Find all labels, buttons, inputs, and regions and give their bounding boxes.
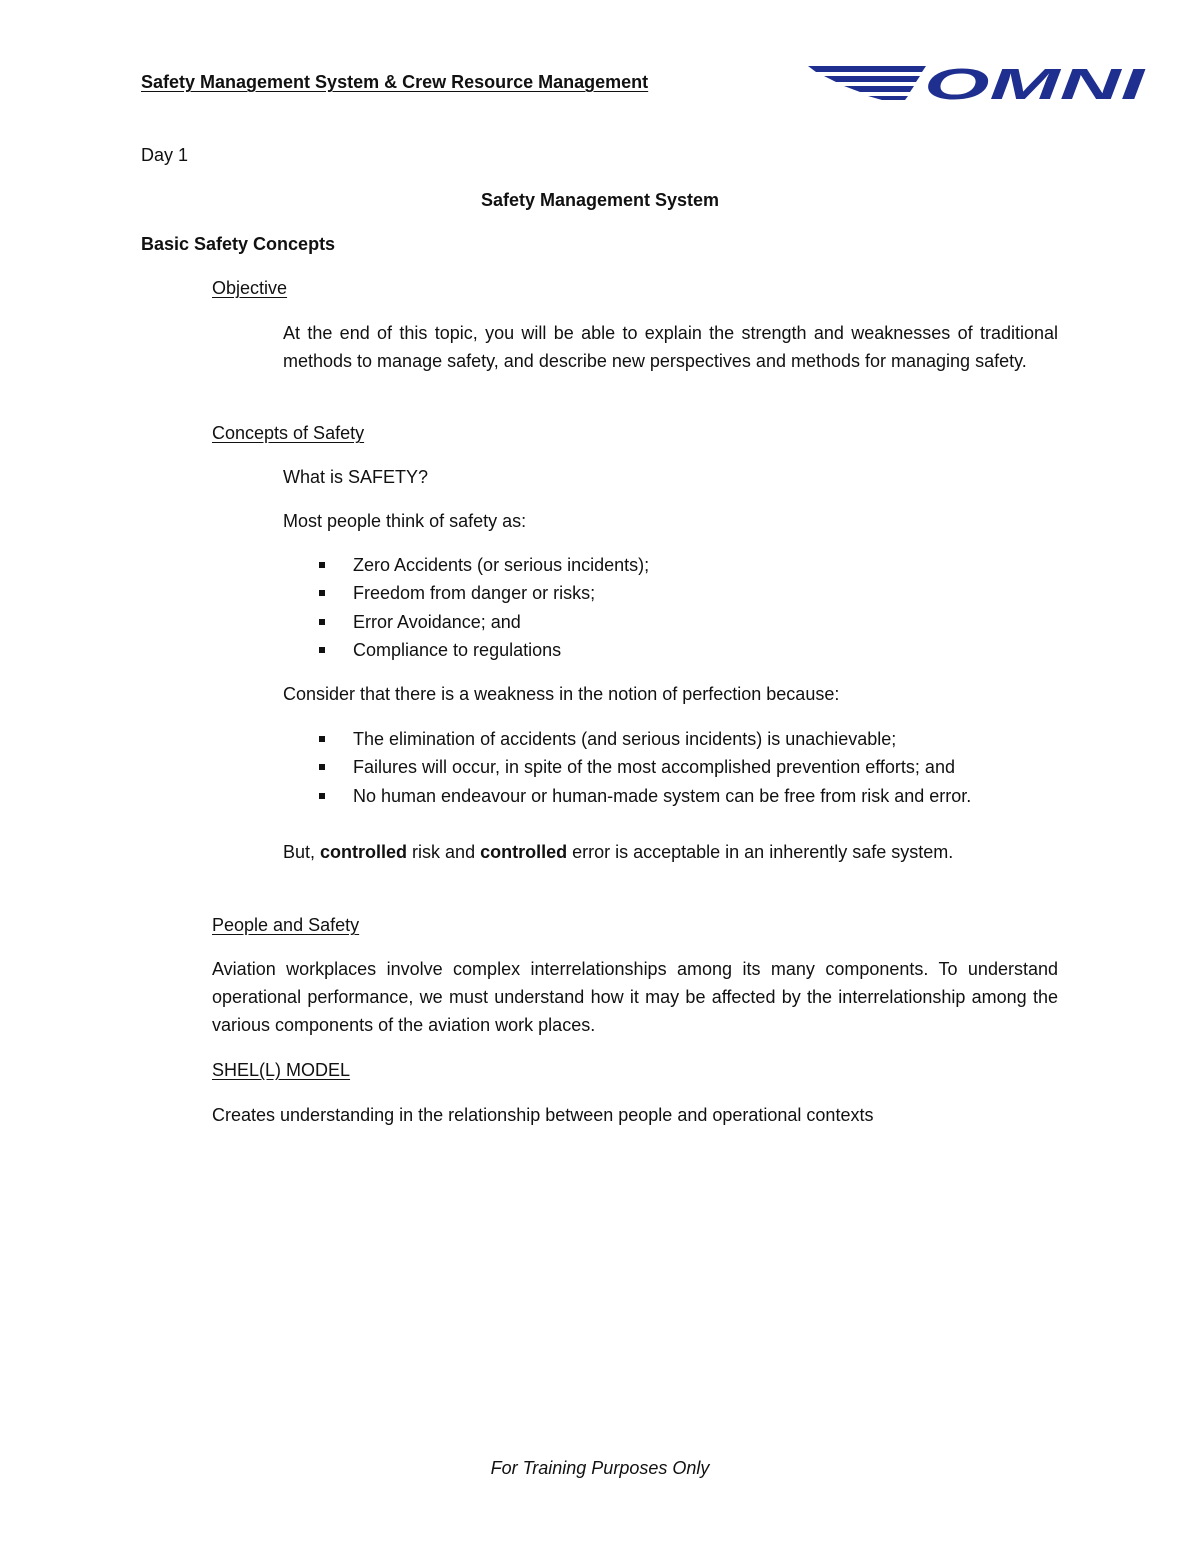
safety-question: What is SAFETY? — [283, 467, 429, 487]
weakness-intro: Consider that there is a weakness in the notion of perfection because: — [283, 684, 840, 704]
day-label: Day 1 — [141, 145, 189, 165]
topic-title: Basic Safety Concepts — [141, 234, 336, 254]
list-item: Compliance to regulations — [283, 636, 1083, 664]
conclusion-emphasis: controlled — [320, 842, 408, 862]
shell-heading: SHEL(L) MODEL — [212, 1060, 351, 1080]
weakness-list — [283, 725, 1103, 810]
conclusion-part: But, — [283, 842, 321, 862]
conclusion-emphasis: controlled — [480, 842, 568, 862]
list-item: Error Avoidance; and — [283, 608, 1083, 636]
conclusion-part: error is acceptable in an inherently safe system. — [567, 842, 954, 862]
shell-body: Creates understanding in the relationship between people and operational contexts — [212, 1105, 874, 1125]
list-item: Failures will occur, in spite of the most accomplished prevention efforts; and — [283, 753, 1103, 781]
list-item: Freedom from danger or risks; — [283, 579, 1083, 607]
header-title: Safety Management System & Crew Resource Management — [141, 72, 649, 92]
objective-body: At the end of this topic, you will be able to explain the strength and weaknesses of traditional methods to manage safety, and describe new perspectives and methods for managing safety. — [283, 323, 1058, 371]
objective-heading: Objective — [212, 278, 288, 298]
list-item: Zero Accidents (or serious incidents); — [283, 551, 1083, 579]
logo-text: OMNI — [924, 62, 1146, 102]
list-item: The elimination of accidents (and serious incidents) is unachievable; — [283, 725, 1103, 753]
list-item: No human endeavour or human-made system can be free from risk and error. — [283, 782, 1103, 810]
people-body: Aviation workplaces involve complex interrelationships among its many components. To understand operational performance, we must understand how it may be affected by the interrelationship among the various components of the aviation work places. — [212, 959, 1058, 1035]
people-heading: People and Safety — [212, 915, 360, 935]
section-title: Safety Management System — [480, 190, 720, 210]
concepts-heading: Concepts of Safety — [212, 423, 365, 443]
safety-notions-list — [283, 551, 1083, 664]
omni-logo — [806, 62, 1146, 102]
conclusion-part: risk and — [407, 842, 481, 862]
footer-note: For Training Purposes Only — [490, 1458, 710, 1478]
conclusion-text — [283, 838, 953, 866]
safety-intro: Most people think of safety as: — [283, 511, 527, 531]
